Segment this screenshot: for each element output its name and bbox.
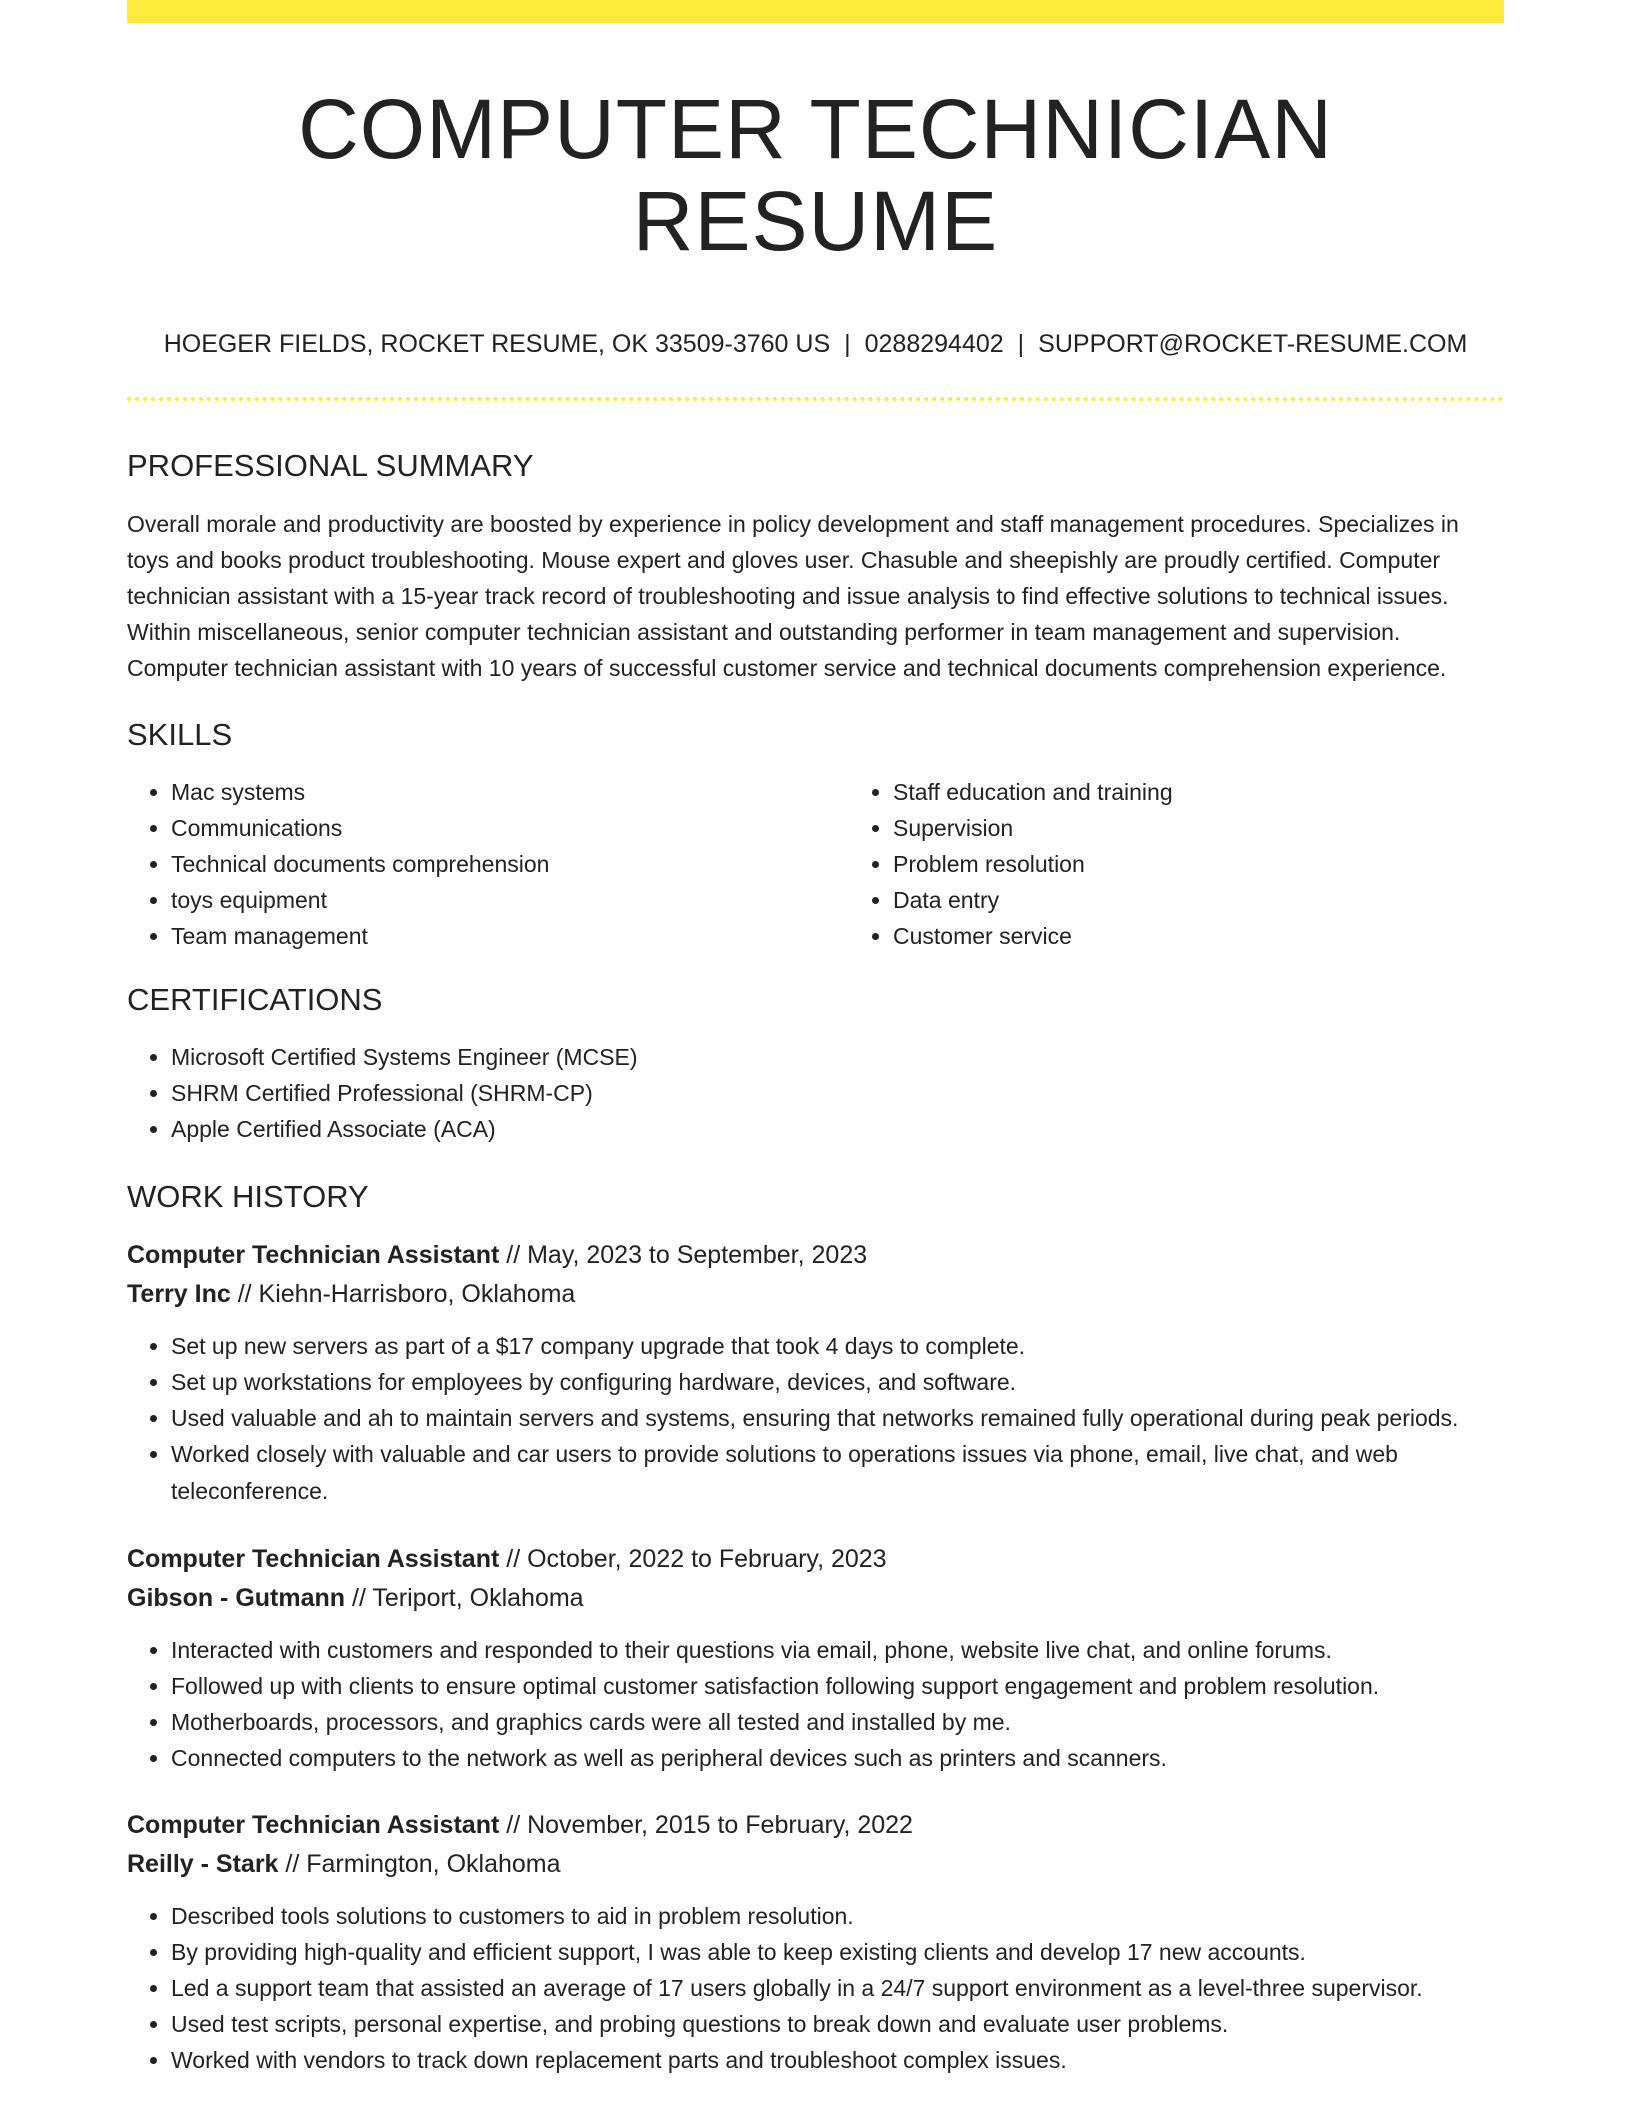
job-title-line	[127, 1236, 1504, 1275]
job-bullet: • Led a support team that assisted an average of 17 users globally in a 24/7 support environment as a level-three supervisor.	[171, 1970, 1504, 2006]
job-title-line	[127, 1540, 1504, 1579]
job-location: // Kiehn-Harrisboro, Oklahoma	[237, 1279, 576, 1308]
job-company: Terry Inc	[127, 1279, 231, 1308]
skill-item: • Staff education and training	[893, 774, 1571, 810]
work-history-heading: WORK HISTORY	[127, 1178, 369, 1214]
dotted-divider	[127, 397, 1504, 401]
job-company-line	[127, 1845, 1504, 1884]
job-bullets	[127, 1632, 1504, 1776]
job-bullet: • By providing high-quality and efficient support, I was able to keep existing clients and develop 17 new accounts.	[171, 1934, 1504, 1970]
skill-item: • Problem resolution	[893, 846, 1571, 882]
job-bullet: • Described tools solutions to customers to aid in problem resolution.	[171, 1898, 1504, 1934]
contact-email: SUPPORT@ROCKET-RESUME.COM	[1038, 329, 1468, 358]
certification-item: • SHRM Certified Professional (SHRM-CP)	[171, 1075, 1504, 1111]
job-location: // Teriport, Oklahoma	[352, 1583, 584, 1612]
summary-text: Overall morale and productivity are boosted by experience in policy development and staff management procedures. Specializes in toys and books product troubleshooting. Mouse expert and gloves user. Chasuble and sheepishly are proudly certified. Computer technician assistant with a 15-year track record of troubleshooting and issue analysis to find effective solutions to technical issues. Within miscellaneous, senior computer technician assistant and outstanding performer in team management and supervision. Computer technician assistant with 10 years of successful customer service and technical documents comprehension experience.	[127, 510, 1459, 681]
job-role: Computer Technician Assistant	[127, 1240, 500, 1269]
job-bullet: • Followed up with clients to ensure optimal customer satisfaction following support engagement and problem resolution.	[171, 1668, 1504, 1704]
contact-phone: 0288294402	[864, 329, 1004, 358]
skills-column-left	[127, 774, 849, 954]
skills-column-right	[849, 774, 1571, 954]
resume-title: COMPUTER TECHNICIAN RESUME	[298, 82, 1333, 269]
certifications-heading: CERTIFICATIONS	[127, 981, 383, 1017]
skill-item: • Customer service	[893, 918, 1571, 954]
skill-item: • Team management	[171, 918, 849, 954]
summary-heading: PROFESSIONAL SUMMARY	[127, 447, 534, 483]
certification-item: • Microsoft Certified Systems Engineer (MCSE)	[171, 1039, 1504, 1075]
job-location: // Farmington, Oklahoma	[285, 1849, 561, 1878]
contact-address: HOEGER FIELDS, ROCKET RESUME, OK 33509-3760 US	[163, 329, 831, 358]
job-bullet: • Set up new servers as part of a $17 company upgrade that took 4 days to complete.	[171, 1328, 1504, 1364]
skills-heading: SKILLS	[127, 716, 233, 752]
job-title-line	[127, 1806, 1504, 1845]
skill-item: • Communications	[171, 810, 849, 846]
job-bullet: • Motherboards, processors, and graphics cards were all tested and installed by me.	[171, 1704, 1504, 1740]
resume-page	[127, 0, 1504, 2078]
job-bullet: • Interacted with customers and responded to their questions via email, phone, website live chat, and online forums.	[171, 1632, 1504, 1668]
job-company: Gibson - Gutmann	[127, 1583, 346, 1612]
job-bullet: • Worked closely with valuable and car users to provide solutions to operations issues via phone, email, live chat, and web teleconference.	[171, 1436, 1504, 1510]
job-bullet: • Set up workstations for employees by configuring hardware, devices, and software.	[171, 1364, 1504, 1400]
skill-item: • toys equipment	[171, 882, 849, 918]
job-bullet: • Worked with vendors to track down replacement parts and troubleshoot complex issues.	[171, 2042, 1504, 2078]
job-role: Computer Technician Assistant	[127, 1544, 500, 1573]
job-company-line	[127, 1579, 1504, 1618]
contact-line	[127, 329, 1504, 358]
job-dates: // October, 2022 to February, 2023	[506, 1544, 887, 1573]
top-accent-bar	[127, 0, 1504, 23]
contact-separator: |	[1017, 329, 1025, 358]
job-dates: // May, 2023 to September, 2023	[506, 1240, 868, 1269]
skill-item: • Supervision	[893, 810, 1571, 846]
skill-item: • Mac systems	[171, 774, 849, 810]
skill-item: • Technical documents comprehension	[171, 846, 849, 882]
certifications-list	[127, 1039, 1504, 1147]
job-bullets	[127, 1898, 1504, 2078]
job-bullets	[127, 1328, 1504, 1510]
job-bullet: • Used valuable and ah to maintain servers and systems, ensuring that networks remained fully operational during peak periods.	[171, 1400, 1504, 1436]
skill-item: • Data entry	[893, 882, 1571, 918]
job-bullet: • Used test scripts, personal expertise, and probing questions to break down and evaluate user problems.	[171, 2006, 1504, 2042]
certification-item: • Apple Certified Associate (ACA)	[171, 1111, 1504, 1147]
skills-list	[127, 774, 1504, 954]
job-role: Computer Technician Assistant	[127, 1810, 500, 1839]
job-company-line	[127, 1275, 1504, 1314]
job-dates: // November, 2015 to February, 2022	[506, 1810, 913, 1839]
contact-separator: |	[844, 329, 851, 358]
job-company: Reilly - Stark	[127, 1849, 279, 1878]
job-bullet: • Connected computers to the network as well as peripheral devices such as printers and scanners.	[171, 1740, 1504, 1776]
